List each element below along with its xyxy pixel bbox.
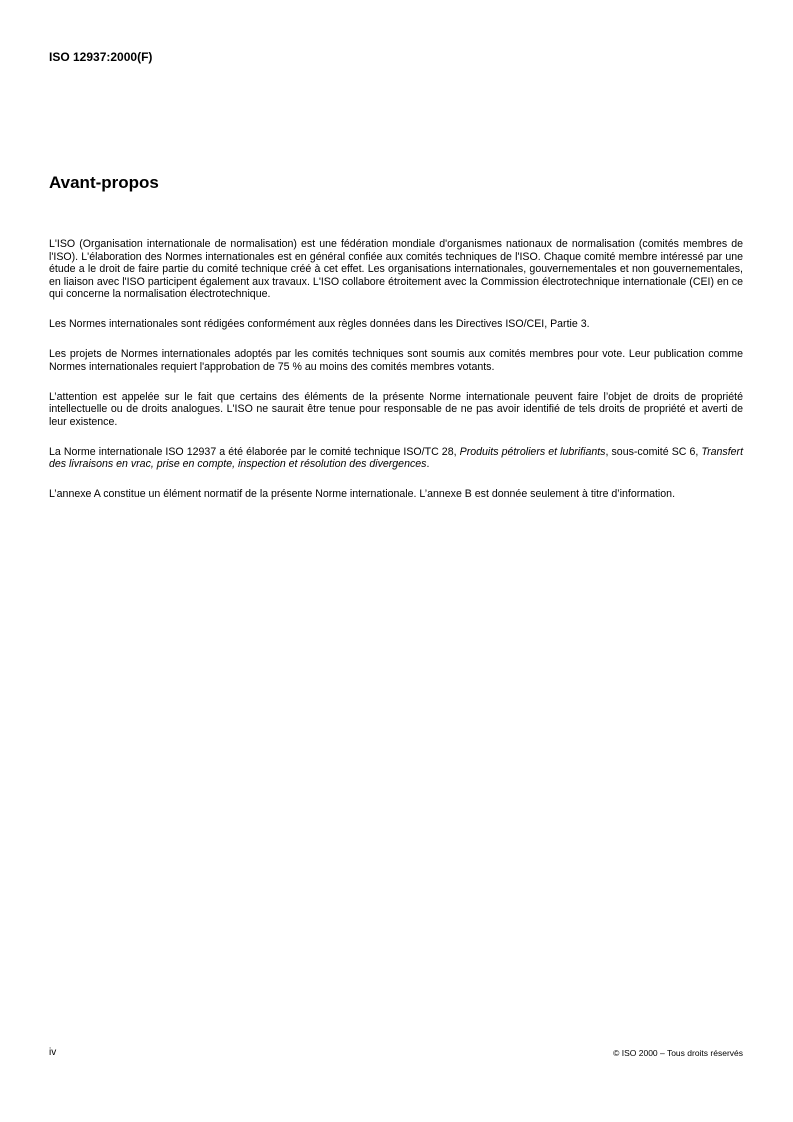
paragraph: L'ISO (Organisation internationale de normalisation) est une fédération mondiale d'organismes nationaux de normalisation (comités membres de l'ISO). L'élaboration des Normes internationales est en général confiée aux comités techniques de l'ISO. Chaque comité membre intéressé par une étude a le droit de faire partie du comité technique créé à cet effet. Les organisations internationales, gouvernementales et non gouvernementales, en liaison avec l'ISO participent également aux travaux. L'ISO collabore étroitement avec la Commission électrotechnique internationale (CEI) en ce qui concerne la normalisation électrotechnique.	[49, 238, 743, 300]
committee-title: Produits pétroliers et lubrifiants	[459, 445, 606, 458]
paragraph: Les projets de Normes internationales adoptés par les comités techniques sont soumis aux comités membres pour vote. Leur publication comme Normes internationales requiert l'approbation de 75 % au moins des comités membres votants.	[49, 348, 743, 373]
subcommittee-title: Transfert des livraisons en vrac, prise en compte, inspection et résolution des divergences	[49, 445, 744, 470]
page-number: iv	[49, 1047, 57, 1058]
paragraph: L’annexe A constitue un élément normatif de la présente Norme internationale. L’annexe B est donnée seulement à titre d’information.	[49, 488, 676, 500]
foreword-body	[49, 238, 743, 518]
section-title: Avant-propos	[49, 173, 159, 192]
document-id-header: ISO 12937:2000(F)	[49, 50, 153, 64]
text: La Norme internationale ISO 12937 a été élaborée par le comité technique ISO/TC 28,	[49, 445, 460, 458]
text: .	[426, 458, 430, 470]
paragraph: L’attention est appelée sur le fait que certains des éléments de la présente Norme internationale peuvent faire l’objet de droits de propriété intellectuelle ou de droits analogues. L'ISO ne saurait être tenue pour responsable de ne pas avoir identifié de tels droits de propriété et averti de leur existence.	[49, 390, 743, 428]
paragraph	[49, 446, 743, 471]
paragraph: Les Normes internationales sont rédigées conformément aux règles données dans les Directives ISO/CEI, Partie 3.	[49, 318, 590, 330]
copyright: © ISO 2000 – Tous droits réservés	[613, 1048, 743, 1058]
text: , sous-comité SC 6,	[605, 445, 702, 458]
